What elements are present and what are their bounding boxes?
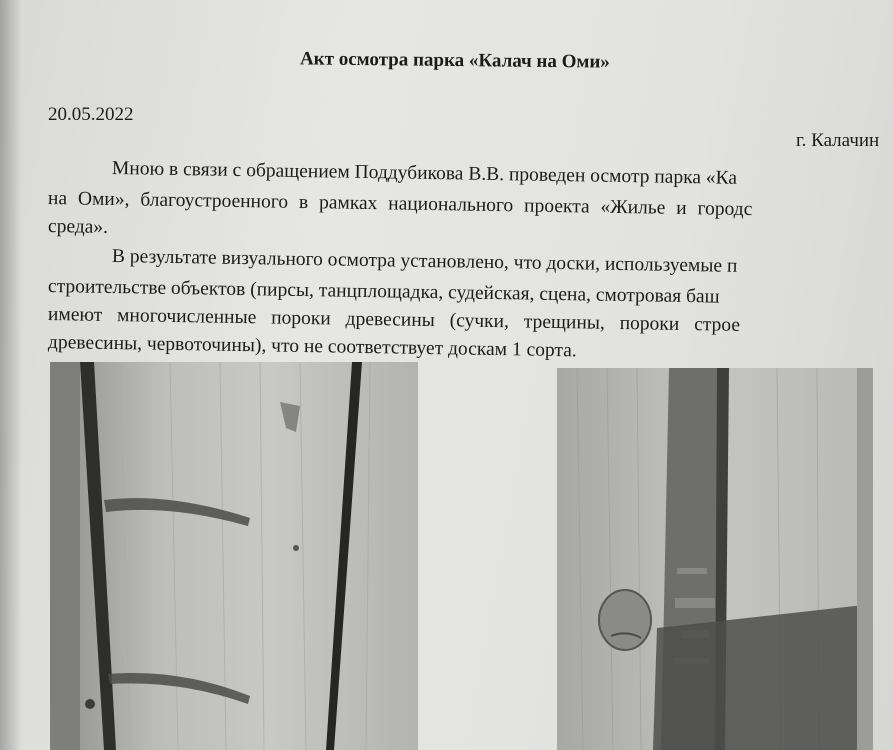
paragraph-line-5: строительстве объектов (пирсы, танцплощадка, судейская, сцена, смотровая баш [47, 276, 720, 308]
paragraph-line-1: Мною в связи с обращением Поддубикова В.В. проведен осмотр парка «Ка [111, 158, 738, 189]
paragraph-line-3: среда». [47, 216, 109, 238]
paragraph-line-7: древесины, червоточины), что не соответствует доскам 1 сорта. [47, 332, 577, 362]
page-edge-shadow [0, 0, 22, 750]
paragraph-line-4: В результате визуального осмотра установлено, что доски, используемые п [111, 246, 738, 277]
document-title: Акт осмотра парка «Калач на Оми» [299, 48, 610, 73]
wood-board-photo-left [50, 362, 418, 750]
paragraph-line-2: на Оми», благоустроенного в рамках национального проекта «Жилье и городс [47, 188, 753, 221]
document-city: г. Калачин [796, 130, 880, 151]
wood-board-photo-right [557, 368, 873, 750]
document-date: 20.05.2022 [48, 104, 134, 125]
paragraph-line-6: имеют многочисленные пороки древесины (сучки, трещины, пороки строе [47, 304, 741, 336]
